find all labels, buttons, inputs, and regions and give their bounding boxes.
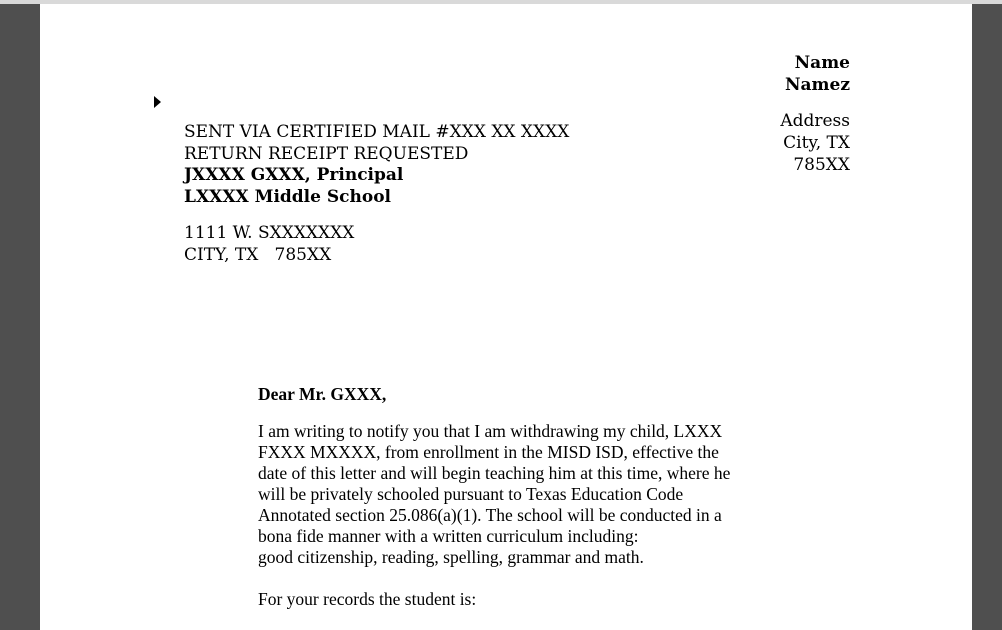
return-receipt-line: RETURN RECEIPT REQUESTED xyxy=(184,143,469,164)
sender-address: Address xyxy=(780,111,850,131)
caret-right-icon xyxy=(154,96,161,108)
recipient-school: LXXXX Middle School xyxy=(184,186,391,207)
recipient-citystate: CITY, TX 785XX xyxy=(184,244,332,265)
recipient-street: 1111 W. SXXXXXXX xyxy=(184,223,355,243)
salutation: Dear Mr. GXXX, xyxy=(258,384,387,404)
paragraph-line: good citizenship, reading, spelling, grammar and math. xyxy=(258,547,644,567)
paragraph-line: date of this letter and will begin teaching him at this time, where he xyxy=(258,463,731,483)
paragraph-line: bona fide manner with a written curriculum including: xyxy=(258,526,639,546)
paragraph-line: will be privately schooled pursuant to Texas Education Code xyxy=(258,484,684,504)
sender-surname: Namez xyxy=(784,75,850,95)
letter-body xyxy=(258,384,768,610)
sender-city: City, TX xyxy=(783,133,850,153)
paragraph-line: Annotated section 25.086(a)(1). The school will be conducted in a xyxy=(258,505,722,525)
sender-zip: 785XX xyxy=(793,155,850,175)
certified-mail-line: SENT VIA CERTIFIED MAIL #XXX XX XXXX xyxy=(184,122,570,142)
recipient-name: JXXXX GXXX, Principal xyxy=(184,165,404,185)
paragraph-line: I am writing to notify you that I am withdrawing my child, LXXX xyxy=(258,421,723,441)
recipient-block xyxy=(184,122,569,266)
paragraph-line: FXXX MXXXX, from enrollment in the MISD ISD, effective the xyxy=(258,442,719,462)
notification-paragraph xyxy=(258,421,768,568)
sender-name: Name xyxy=(794,53,850,73)
sender-block xyxy=(780,52,850,176)
records-line: For your records the student is: xyxy=(258,589,477,609)
document-page xyxy=(40,4,972,630)
